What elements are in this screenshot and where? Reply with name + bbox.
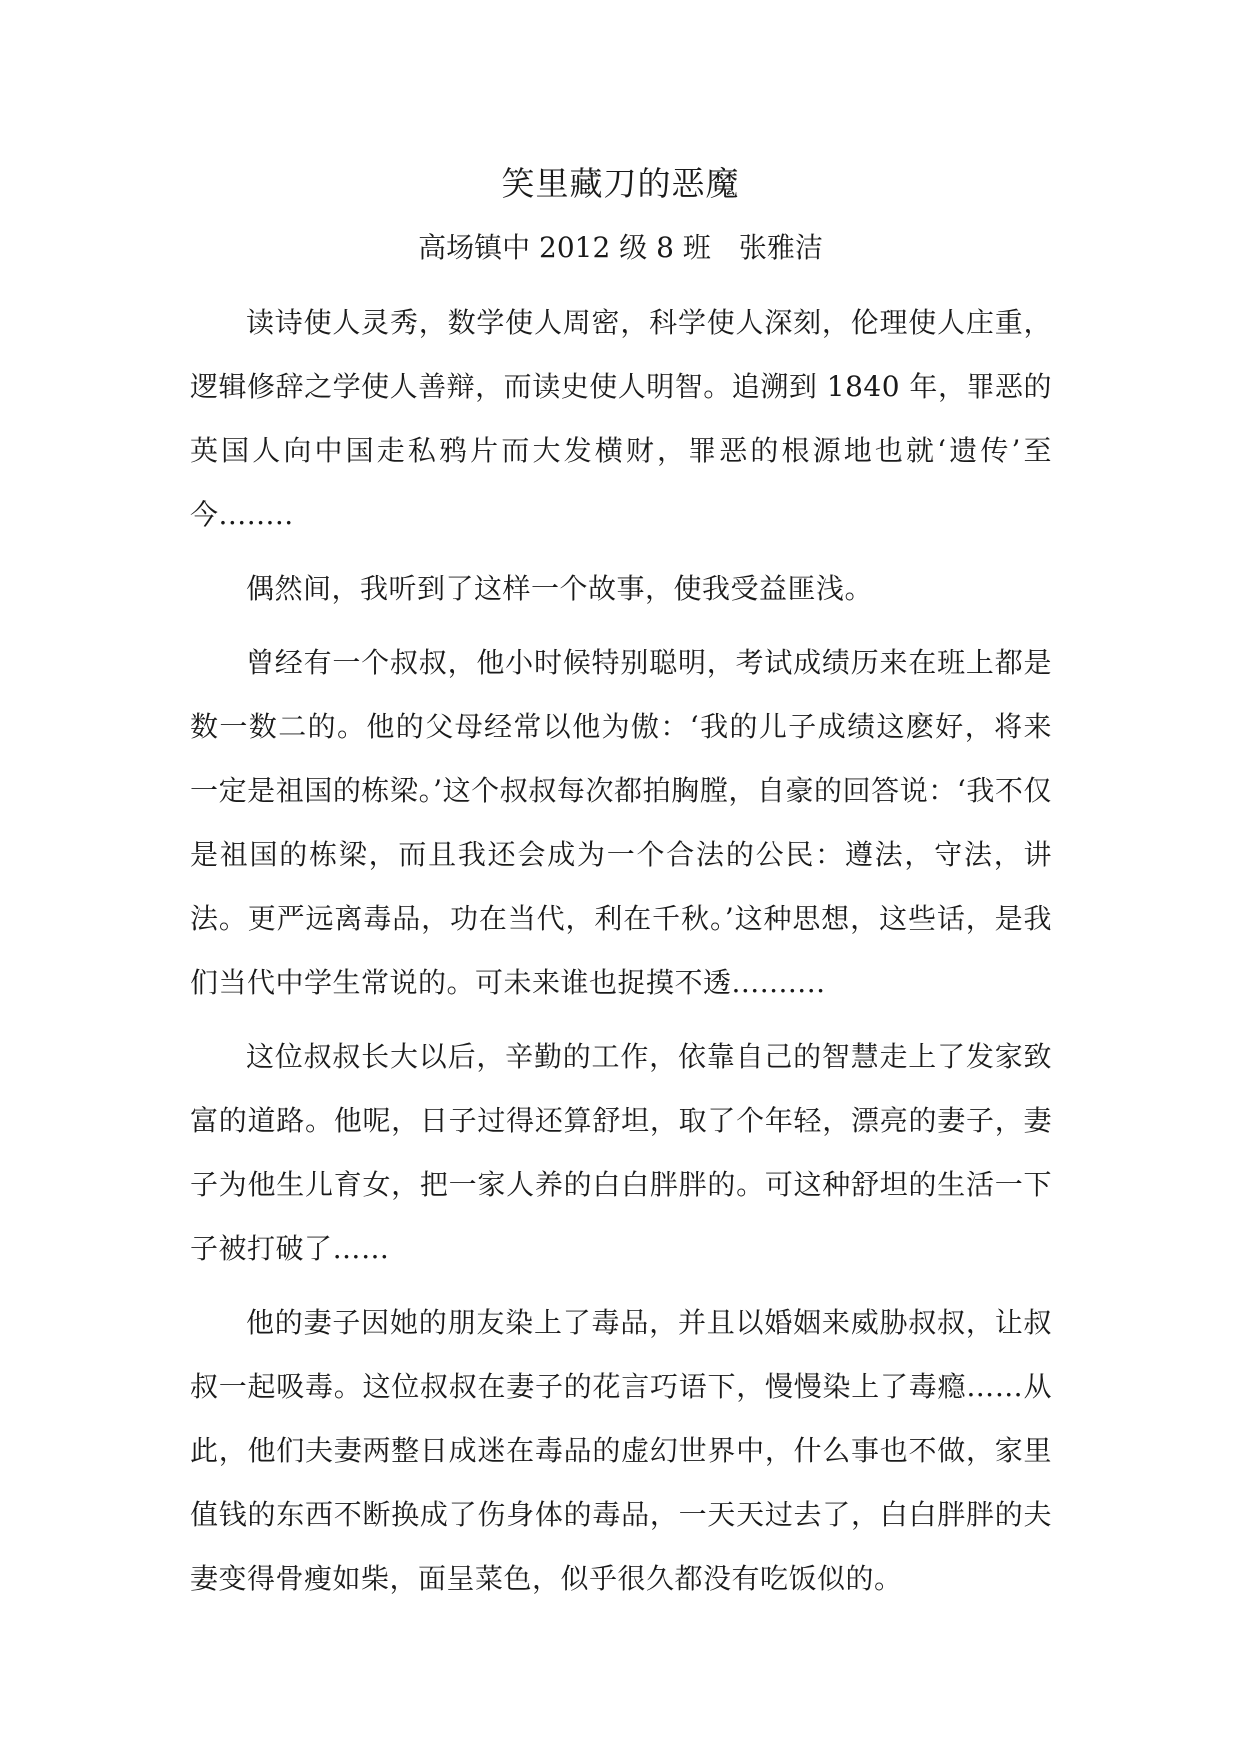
paragraph: 这位叔叔长大以后，辛勤的工作，依靠自己的智慧走上了发家致富的道路。他呢，日子过得还算舒坦，取了个年轻，漂亮的妻子，妻子为他生儿育女，把一家人养的白白胖胖的。可这种舒坦的生活一下子被打破了…… — [190, 1040, 1052, 1265]
document-title: 笑里藏刀的恶魔 — [501, 164, 740, 203]
paragraph: 偶然间，我听到了这样一个故事，使我受益匪浅。 — [246, 572, 874, 605]
paragraph: 读诗使人灵秀，数学使人周密，科学使人深刻，伦理使人庄重，逻辑修辞之学使人善辩，而读史使人明智。追溯到 1840 年，罪恶的英国人向中国走私鸦片而大发横财，罪恶的根源地也就‘遗传’至今........ — [190, 306, 1052, 531]
author-byline: 高场镇中 2012 级 8 班 张雅洁 — [418, 231, 823, 264]
document-body — [190, 291, 1052, 1621]
paragraph: 他的妻子因她的朋友染上了毒品，并且以婚姻来威胁叔叔，让叔叔一起吸毒。这位叔叔在妻子的花言巧语下，慢慢染上了毒瘾……从此，他们夫妻两整日成迷在毒品的虚幻世界中，什么事也不做，家里值钱的东西不断换成了伤身体的毒品，一天天过去了，白白胖胖的夫妻变得骨瘦如柴，面呈菜色，似乎很久都没有吃饭似的。 — [190, 1306, 1052, 1595]
paragraph: 曾经有一个叔叔，他小时候特别聪明，考试成绩历来在班上都是数一数二的。他的父母经常以他为傲：‘我的儿子成绩这麽好，将来一定是祖国的栋梁。’这个叔叔每次都拍胸膛，自豪的回答说：‘我不仅是祖国的栋梁，而且我还会成为一个合法的公民：遵法，守法，讲法。更严远离毒品，功在当代，利在千秋。’这种思想，这些话，是我们当代中学生常说的。可未来谁也捉摸不透.......... — [190, 646, 1052, 999]
